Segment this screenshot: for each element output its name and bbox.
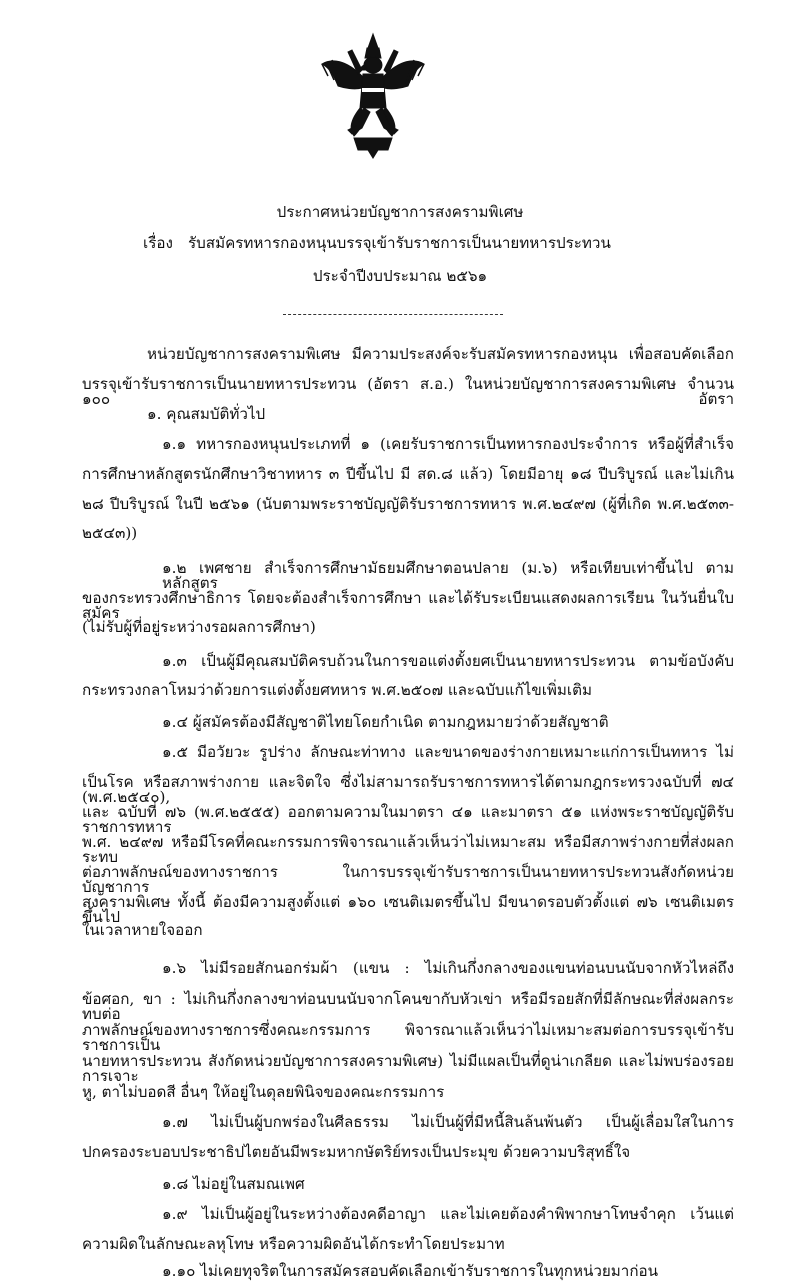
garuda-emblem <box>318 30 428 160</box>
clause-line: หู, ตาไม่บอดสี อื่นๆ ให้อยู่ในดุลยพินิจของคณะกรรมการ <box>82 1083 445 1101</box>
clause-line: ๑.๕ มีอวัยวะ รูปร่าง ลักษณะท่าทาง และขนาดของร่างกายเหมาะแก่การเป็นทหาร ไม่ <box>162 743 734 761</box>
clause-line: ๑.๑ ทหารกองหนุนประเภทที่ ๑ (เคยรับราชการเป็นทหารกองประจำการ หรือผู้ที่สำเร็จ <box>162 435 734 453</box>
clause-line: ความผิดในลักษณะลหุโทษ หรือความผิดอันได้กระทำโดยประมาท <box>82 1235 505 1253</box>
clause-line: ๑.๑๐ ไม่เคยทุจริตในการสมัครสอบคัดเลือกเข้ารับราชการในทุกหน่วยมาก่อน <box>162 1262 659 1280</box>
clause-line: (ไม่รับผู้ที่อยู่ระหว่างรอผลการศึกษา) <box>82 618 316 636</box>
fiscal-year: ประจำปีงบประมาณ ๒๕๖๑ <box>312 267 488 285</box>
separator-line <box>283 314 503 315</box>
clause-line: ของกระทรวงศึกษาธิการ โดยจะต้องสำเร็จการศึกษา และได้รับระเบียนแสดงผลการเรียน ในวันยื่นใบสมัคร <box>82 589 734 623</box>
clause-line: การศึกษาหลักสูตรนักศึกษาวิชาทหาร ๓ ปีขึ้นไป มี สด.๘ แล้ว) โดยมีอายุ ๑๘ ปีบริบูรณ์ และไม่เกิน <box>82 465 734 483</box>
clause-line: ภาพลักษณ์ของทางราชการซึ่งคณะกรรมการ พิจารณาแล้วเห็นว่าไม่เหมาะสมต่อการบรรจุเข้ารับราชการเป็น <box>82 1021 734 1055</box>
clause-line: ๑.๗ ไม่เป็นผู้บกพร่องในศีลธรรม ไม่เป็นผู้ที่มีหนี้สินล้นพ้นตัว เป็นผู้เลื่อมใสในการ <box>162 1113 734 1131</box>
subject-label: เรื่อง <box>143 234 173 252</box>
clause-line: ปกครองระบอบประชาธิปไตยอันมีพระมหากษัตริย์ทรงเป็นประมุข ด้วยความบริสุทธิ์ใจ <box>82 1143 631 1161</box>
clause-line: กระทรวงกลาโหมว่าด้วยการแต่งตั้งยศทหาร พ.ศ.๒๕๐๗ และฉบับแก้ไขเพิ่มเติม <box>82 681 592 699</box>
subject-text: รับสมัครทหารกองหนุนบรรจุเข้ารับราชการเป็นนายทหารประทวน <box>188 234 611 252</box>
section-heading: ๑. คุณสมบัติทั่วไป <box>147 405 266 423</box>
intro-line: บรรจุเข้ารับราชการเป็นนายทหารประทวน (อัตรา ส.อ.) ในหน่วยบัญชาการสงครามพิเศษ จำนวน ๑๐๐ อัตรา <box>82 375 734 409</box>
clause-line: และ ฉบับที่ ๗๖ (พ.ศ.๒๕๕๕) ออกตามความในมาตรา ๔๑ และมาตรา ๕๑ แห่งพระราชบัญญัติรับราชการทหาร <box>82 803 734 837</box>
clause-line: ๒๘ ปีบริบูรณ์ ในปี ๒๕๖๑ (นับตามพระราชบัญญัติรับราชการทหาร พ.ศ.๒๔๙๗ (ผู้ที่เกิด พ.ศ.๒๕๓๓- <box>82 495 734 513</box>
clause-line: เป็นโรค หรือสภาพร่างกาย และจิตใจ ซึ่งไม่สามารถรับราชการทหารได้ตามกฎกระทรวงฉบับที่ ๗๔ (พ.ศ.๒๕๔๐), <box>82 773 734 807</box>
clause-line: ในเวลาหายใจออก <box>82 921 203 939</box>
clause-line: พ.ศ. ๒๔๙๗ หรือมีโรคที่คณะกรรมการพิจารณาแล้วเห็นว่าไม่เหมาะสม หรือมีสภาพร่างกายที่ส่งผลกระทบ <box>82 833 734 867</box>
clause-line: ๒๕๔๓)) <box>82 524 138 542</box>
announcement-title: ประกาศหน่วยบัญชาการสงครามพิเศษ <box>276 203 524 221</box>
clause-line: ต่อภาพลักษณ์ของทางราชการ ในการบรรจุเข้ารับราชการเป็นนายทหารประทวนสังกัดหน่วยบัญชาการ <box>82 863 734 897</box>
clause-line: ๑.๔ ผู้สมัครต้องมีสัญชาติไทยโดยกำเนิด ตามกฎหมายว่าด้วยสัญชาติ <box>162 713 609 731</box>
intro-line: หน่วยบัญชาการสงครามพิเศษ มีความประสงค์จะรับสมัครทหารกองหนุน เพื่อสอบคัดเลือก <box>147 345 734 363</box>
clause-line: นายทหารประทวน สังกัดหน่วยบัญชาการสงครามพิเศษ) ไม่มีแผลเป็นที่ดูน่าเกลียด และไม่พบร่องรอยการเจาะ <box>82 1052 734 1086</box>
clause-line: สงครามพิเศษ ทั้งนี้ ต้องมีความสูงตั้งแต่ ๑๖๐ เซนติเมตรขึ้นไป มีขนาดรอบตัวตั้งแต่ ๗๖ เซนติเมตรขึ้นไป <box>82 893 734 927</box>
clause-line: ๑.๙ ไม่เป็นผู้อยู่ในระหว่างต้องคดีอาญา และไม่เคยต้องคำพิพากษาโทษจำคุก เว้นแต่ <box>162 1205 734 1223</box>
clause-line: ๑.๓ เป็นผู้มีคุณสมบัติครบถ้วนในการขอแต่งตั้งยศเป็นนายทหารประทวน ตามข้อบังคับ <box>162 652 734 670</box>
clause-line: ๑.๒ เพศชาย สำเร็จการศึกษามัธยมศึกษาตอนปลาย (ม.๖) หรือเทียบเท่าขึ้นไป ตามหลักสูตร <box>162 559 734 593</box>
clause-line: ๑.๘ ไม่อยู่ในสมณเพศ <box>162 1175 305 1193</box>
clause-line: ๑.๖ ไม่มีรอยสักนอกร่มผ้า (แขน : ไม่เกินกึ่งกลางของแขนท่อนบนนับจากหัวไหล่ถึง <box>162 959 734 977</box>
clause-line: ข้อศอก, ขา : ไม่เกินกึ่งกลางขาท่อนบนนับจากโคนขากับหัวเข่า หรือมีรอยสักที่มีลักษณะที่ส่งผลกระทบต่อ <box>82 990 734 1024</box>
